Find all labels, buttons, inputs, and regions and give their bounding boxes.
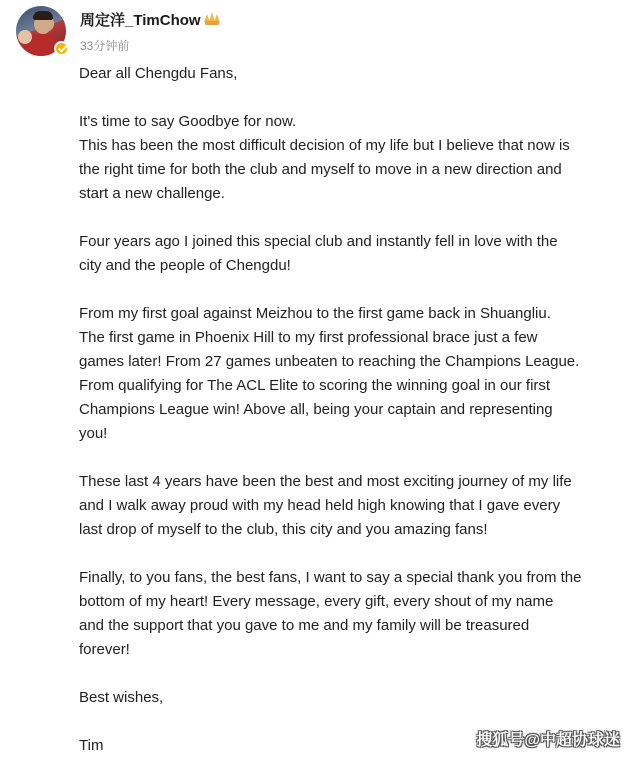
letter-line: The first game in Phoenix Hill to my first professional brace just a few [79,329,538,346]
source-watermark: 搜狐号@中超协球迷 [476,732,620,749]
letter-line: From qualifying for The ACL Elite to scoring the winning goal in our first [79,377,551,394]
letter-line: you! [79,425,108,442]
letter-line: From my first goal against Meizhou to the first game back in Shuangliu. [79,305,551,322]
letter-line: and the support that you gave to me and my family will be treasured [79,617,530,634]
letter-line: start a new challenge. [79,185,225,202]
letter-line: and I walk away proud with my head held high knowing that I gave every [79,497,561,514]
letter-line: last drop of myself to the club, this city and you amazing fans! [79,521,488,538]
author-name-text[interactable]: 周定洋_TimChow [80,12,201,29]
letter-line: Four years ago I joined this special club and instantly fell in love with the [79,233,558,250]
letter-body [79,62,627,758]
letter-line: the right time for both the club and myself to move in a new direction and [79,161,562,178]
letter-line: games later! From 27 games unbeaten to reaching the Champions League. [79,353,580,370]
letter-signature: Tim [79,737,104,754]
crown-icon [204,12,220,26]
verified-badge-icon [54,41,69,56]
author-name[interactable] [80,9,220,30]
letter-line: forever! [79,641,130,658]
letter-line: It's time to say Goodbye for now. [79,113,297,130]
letter-line: These last 4 years have been the best and most exciting journey of my life [79,473,572,490]
letter-line: city and the people of Chengdu! [79,257,291,274]
avatar-child-head [18,30,32,44]
letter-line: bottom of my heart! Every message, every gift, every shout of my name [79,593,554,610]
letter-salutation: Dear all Chengdu Fans, [79,65,238,82]
letter-line: Champions League win! Above all, being your captain and representing [79,401,553,418]
letter-line: Finally, to you fans, the best fans, I want to say a special thank you from the [79,569,582,586]
avatar-figure-hair [33,11,53,20]
post-timestamp[interactable]: 33分钟前 [80,39,130,53]
letter-closing: Best wishes, [79,689,164,706]
letter-line: This has been the most difficult decision of my life but I believe that now is [79,137,570,154]
